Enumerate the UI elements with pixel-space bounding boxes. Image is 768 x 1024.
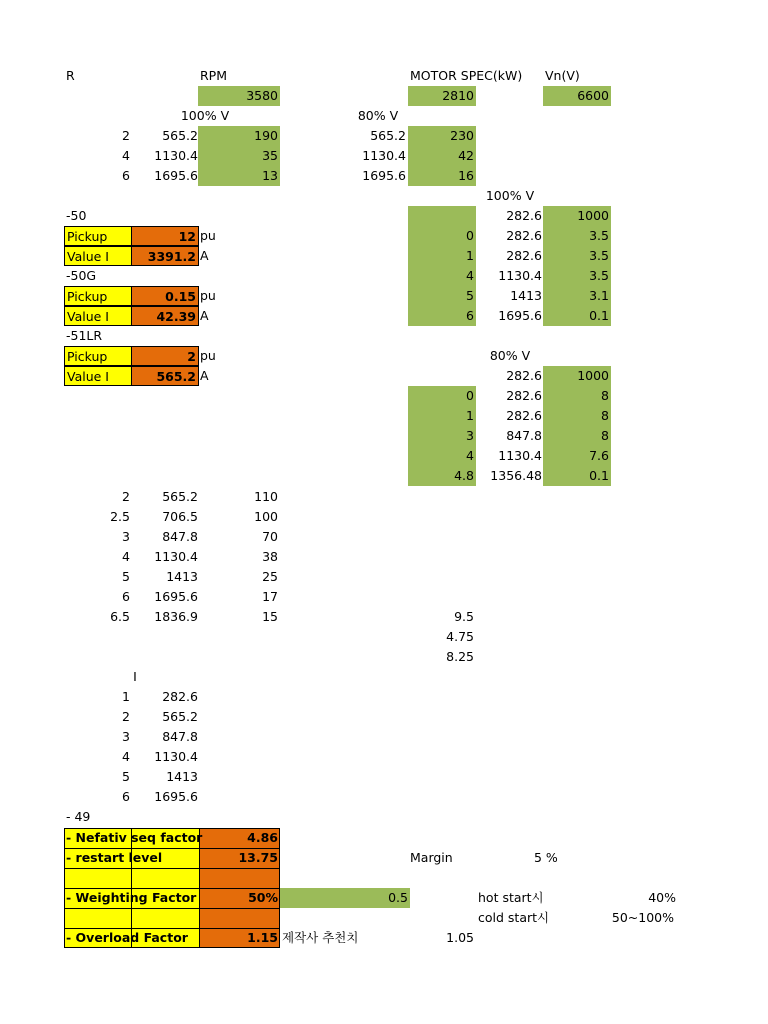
curve-side-value: 8.25	[446, 649, 474, 664]
right80-t[interactable]: 1000	[543, 366, 611, 386]
v100-k: 2	[122, 128, 130, 143]
curve-t: 70	[262, 529, 278, 544]
motor-spec-label: MOTOR SPEC(kW)	[410, 68, 523, 83]
relay49-title: - 49	[66, 809, 91, 824]
v80-a: 565.2	[370, 128, 406, 143]
curve-a: 847.8	[162, 529, 198, 544]
restart-label: - restart level	[66, 850, 163, 865]
vn-label: Vn(V)	[545, 68, 580, 83]
curve-t: 38	[262, 549, 278, 564]
currents-k: 1	[122, 689, 130, 704]
currents-k: 4	[122, 749, 130, 764]
right80-m[interactable]: 4	[408, 446, 476, 466]
right100-a: 1413	[510, 288, 542, 303]
right100-m[interactable]: 4	[408, 266, 476, 286]
right100-a: 282.6	[506, 248, 542, 263]
motor-spec-value[interactable]: 2810	[408, 86, 476, 106]
currents-a: 1130.4	[154, 749, 198, 764]
curve-t: 100	[254, 509, 278, 524]
v80-t[interactable]: 230	[408, 126, 476, 146]
right80-t[interactable]: 8	[543, 406, 611, 426]
relay50g-value-unit: A	[200, 308, 209, 323]
right80-a: 282.6	[506, 368, 542, 383]
currents-a: 1695.6	[154, 789, 198, 804]
right100-m[interactable]: 1	[408, 246, 476, 266]
weighting-value[interactable]: 50%	[248, 890, 278, 905]
margin-value: 5 %	[534, 850, 558, 865]
right100-label: 100% V	[485, 188, 535, 203]
v100-t[interactable]: 190	[198, 126, 280, 146]
right80-a: 1356.48	[490, 468, 542, 483]
relay51lr-pickup-unit: pu	[200, 348, 216, 363]
row-divider	[64, 868, 200, 869]
restart-value[interactable]: 13.75	[238, 850, 278, 865]
cold-start-value: 50~100%	[611, 910, 674, 925]
relay50g-pickup-unit: pu	[200, 288, 216, 303]
curve-a: 1836.9	[154, 609, 198, 624]
v100-k: 6	[122, 168, 130, 183]
v80-a: 1130.4	[362, 148, 406, 163]
neg-seq-value[interactable]: 4.86	[247, 830, 278, 845]
relay51lr-pickup-label: Pickup	[64, 346, 132, 366]
row-divider	[64, 908, 200, 909]
right80-a: 282.6	[506, 408, 542, 423]
r-label: R	[66, 68, 75, 83]
margin-label: Margin	[410, 850, 453, 865]
right80-t[interactable]: 8	[543, 386, 611, 406]
relay50g-pickup-label: Pickup	[64, 286, 132, 306]
right80-t[interactable]: 8	[543, 426, 611, 446]
right100-t[interactable]: 3.1	[543, 286, 611, 306]
right80-m[interactable]: 0	[408, 386, 476, 406]
neg-seq-label: - Nefativ seq factor	[66, 830, 203, 845]
right100-a: 282.6	[506, 228, 542, 243]
v100-t[interactable]: 13	[198, 166, 280, 186]
right100-t[interactable]: 1000	[543, 206, 611, 226]
right100-t[interactable]: 3.5	[543, 226, 611, 246]
right100-a: 1130.4	[498, 268, 542, 283]
curve-k: 2	[122, 489, 130, 504]
weighting-label: - Weighting Factor	[66, 890, 197, 905]
right80-m[interactable]: 4.8	[408, 466, 476, 486]
rpm-value[interactable]: 3580	[198, 86, 280, 106]
right100-m[interactable]: 6	[408, 306, 476, 326]
curve-t: 110	[254, 489, 278, 504]
curve-k: 6.5	[110, 609, 130, 624]
v100-k: 4	[122, 148, 130, 163]
curve-t: 25	[262, 569, 278, 584]
currents-k: 6	[122, 789, 130, 804]
curve-k: 5	[122, 569, 130, 584]
v100-label: 100% V	[180, 108, 230, 123]
curve-k: 3	[122, 529, 130, 544]
relay50-value[interactable]: 3391.2	[131, 246, 199, 266]
weighting-decimal[interactable]: 0.5	[280, 888, 410, 908]
relay50-pickup-value[interactable]: 12	[131, 226, 199, 246]
currents-k: 2	[122, 709, 130, 724]
right80-a: 282.6	[506, 388, 542, 403]
right100-t[interactable]: 3.5	[543, 246, 611, 266]
v100-t[interactable]: 35	[198, 146, 280, 166]
rpm-label: RPM	[200, 68, 228, 83]
relay50-pickup-unit: pu	[200, 228, 216, 243]
maker-recommend-value: 1.05	[446, 930, 474, 945]
relay50g-title: -50G	[66, 268, 97, 283]
curve-side-value: 9.5	[454, 609, 474, 624]
relay50g-value-label: Value I	[64, 306, 132, 326]
curve-a: 1413	[166, 569, 198, 584]
row-divider	[199, 868, 280, 869]
relay50-value-label: Value I	[64, 246, 132, 266]
overload-label: - Overload Factor	[66, 930, 188, 945]
right100-t[interactable]: 3.5	[543, 266, 611, 286]
relay50-pickup-label: Pickup	[64, 226, 132, 246]
relay50g-value[interactable]: 42.39	[131, 306, 199, 326]
relay51lr-value[interactable]: 565.2	[131, 366, 199, 386]
relay50g-pickup-value[interactable]: 0.15	[131, 286, 199, 306]
curve-side-value: 4.75	[446, 629, 474, 644]
curve-a: 1695.6	[154, 589, 198, 604]
overload-value[interactable]: 1.15	[247, 930, 278, 945]
row-divider	[199, 908, 280, 909]
right80-t[interactable]: 0.1	[543, 466, 611, 486]
right100-t[interactable]: 0.1	[543, 306, 611, 326]
relay51lr-value-unit: A	[200, 368, 209, 383]
currents-a: 282.6	[162, 689, 198, 704]
v100-a: 565.2	[162, 128, 198, 143]
right100-a: 1695.6	[498, 308, 542, 323]
relay51lr-title: -51LR	[66, 328, 103, 343]
v100-a: 1130.4	[154, 148, 198, 163]
maker-recommend-label: 제작사 추천치	[282, 930, 359, 945]
right80-m[interactable]: 3	[408, 426, 476, 446]
currents-header: I	[133, 669, 137, 684]
currents-k: 3	[122, 729, 130, 744]
right80-a: 847.8	[506, 428, 542, 443]
right80-t[interactable]: 7.6	[543, 446, 611, 466]
currents-a: 565.2	[162, 709, 198, 724]
currents-k: 5	[122, 769, 130, 784]
v100-a: 1695.6	[154, 168, 198, 183]
curve-a: 1130.4	[154, 549, 198, 564]
currents-a: 847.8	[162, 729, 198, 744]
curve-k: 6	[122, 589, 130, 604]
right100-m[interactable]	[408, 206, 476, 226]
curve-k: 2.5	[110, 509, 130, 524]
vn-value[interactable]: 6600	[543, 86, 611, 106]
right100-a: 282.6	[506, 208, 542, 223]
curve-k: 4	[122, 549, 130, 564]
right100-m[interactable]: 5	[408, 286, 476, 306]
relay51lr-pickup-value[interactable]: 2	[131, 346, 199, 366]
hot-start-label: hot start시	[478, 890, 544, 905]
curve-a: 565.2	[162, 489, 198, 504]
hot-start-value: 40%	[648, 890, 676, 905]
curve-t: 17	[262, 589, 278, 604]
relay50-value-unit: A	[200, 248, 209, 263]
right80-m[interactable]: 1	[408, 406, 476, 426]
v80-label: 80% V	[357, 108, 399, 123]
right80-label: 80% V	[489, 348, 531, 363]
relay50-title: -50	[66, 208, 87, 223]
curve-a: 706.5	[162, 509, 198, 524]
v80-a: 1695.6	[362, 168, 406, 183]
right80-a: 1130.4	[498, 448, 542, 463]
relay51lr-value-label: Value I	[64, 366, 132, 386]
v80-t[interactable]: 42	[408, 146, 476, 166]
currents-a: 1413	[166, 769, 198, 784]
v80-t[interactable]: 16	[408, 166, 476, 186]
right100-m[interactable]: 0	[408, 226, 476, 246]
curve-t: 15	[262, 609, 278, 624]
cold-start-label: cold start시	[478, 910, 550, 925]
